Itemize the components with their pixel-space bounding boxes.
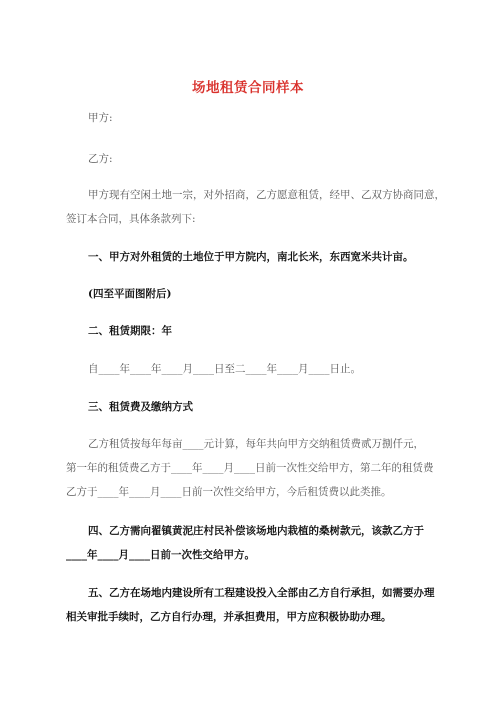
party-a-label: 甲方: [88, 112, 113, 124]
document-title: 场地租赁合同样本 [192, 80, 304, 96]
clause-4-line-2: ____年____月____日前一次性交给甲方。 [66, 549, 255, 561]
party-b-label: 乙方: [88, 153, 113, 165]
clause-2-detail: 自____年____年____月____日至二____年____月____日止。 [88, 363, 361, 375]
intro-paragraph-line-2: 签订本合同，具体条款列下: [66, 213, 196, 225]
intro-paragraph-line-1: 甲方现有空闲土地一宗，对外招商，乙方愿意租赁，经甲、乙双方协商同意， [88, 189, 445, 201]
clause-5-line-1: 五、乙方在场地内建设所有工程建设投入全部由乙方自行承担，如需要办理 [88, 587, 435, 599]
clause-1-heading: 一、甲方对外租赁的土地位于甲方院内，南北长米，东西宽米共计亩。 [88, 251, 414, 263]
clause-3-line-1: 乙方租赁按每年每亩____元计算，每年共向甲方交纳租赁费贰万捌仟元， [88, 438, 424, 450]
clause-3-heading: 三、租赁费及缴纳方式 [88, 401, 193, 413]
clause-5-line-2: 相关审批手续时，乙方自行办理，并承担费用，甲方应积极协助办理。 [66, 611, 392, 623]
clause-3-line-2: 第一年的租赁费乙方于____年____月____日前一次性交给甲方，第二年的租赁费 [66, 462, 434, 474]
clause-3-line-3: 乙方于____年____月____日前一次性交给甲方，今后租赁费以此类推。 [66, 486, 392, 498]
clause-1-note: (四至平面图附后) [88, 288, 172, 300]
clause-4-line-1: 四、乙方需向翟镇黄泥庄村民补偿该场地内栽植的桑树款元，该款乙方于 [88, 525, 424, 537]
clause-2-heading: 二、租赁期限：年 [88, 325, 172, 337]
